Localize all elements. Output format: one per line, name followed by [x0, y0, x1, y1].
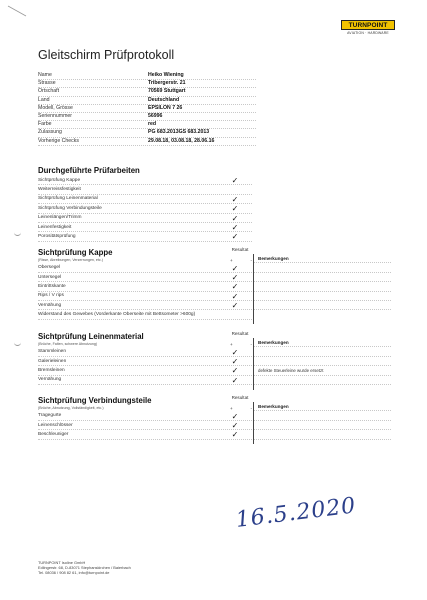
check-row: Galerieleinen ✓ [38, 357, 252, 366]
checkmark-icon: ✓ [231, 347, 239, 357]
info-row: Modell, Grösse EPSILON 7 26 [38, 105, 256, 113]
plus-minus-header: + - [230, 342, 252, 347]
checkmark-icon: ✓ [231, 204, 239, 214]
check-row: Widerstand des Gewebes (Vorderkante Oberseite mit Bettsometer >600g) [38, 310, 252, 319]
footer-contact: Tel. 08036 / 908 82 61, info@turnpoint.de [38, 570, 110, 575]
check-row: Sichtprüfung Verbindungsteile ✓ [38, 204, 252, 213]
section-subtitle: (Brüche, Falten, schwere Abnutzung) [38, 341, 98, 346]
check-row: Leinenfestigkeit ✓ [38, 223, 252, 232]
checkmark-icon: ✓ [231, 194, 239, 204]
check-row: Sichtprüfung Kappe ✓ [38, 176, 252, 185]
resultat-label: Resultat [231, 395, 249, 400]
check-row: Porositätsprüfung ✓ [38, 232, 252, 241]
checkmark-icon: ✓ [231, 282, 239, 292]
checkmark-icon: ✓ [231, 291, 239, 301]
punch-hole [14, 342, 21, 346]
lines-check-section [38, 332, 252, 385]
lines-remarks-box [253, 338, 391, 390]
checkmark-icon: ✓ [231, 411, 239, 421]
check-row: Obersegel ✓ [38, 264, 252, 273]
checkmark-icon: ✓ [231, 366, 239, 376]
remarks-title: Bemerkungen [254, 338, 391, 347]
scan-mark-icon [6, 4, 30, 18]
check-row: Untersegel ✓ [38, 273, 252, 282]
section-subtitle: (Risse, Abreibungen, Verzerrungen, etc.) [38, 257, 103, 262]
logo-tagline: AVIATION · HARDWARE [347, 31, 389, 35]
check-row: Stammleinen ✓ [38, 348, 252, 357]
footer-address: Edlingerstr. 68, D-83071 Stephanskirchen / Baierbach [38, 565, 131, 570]
checkmark-icon: ✓ [231, 263, 239, 273]
remarks-title: Bemerkungen [254, 254, 391, 263]
checkmark-icon: ✓ [231, 272, 239, 282]
resultat-label: Resultat [231, 247, 249, 252]
logo-name: TURNPOINT [348, 21, 388, 29]
info-row: Name Heiko Wiening [38, 72, 256, 80]
connectors-remarks-box [253, 402, 391, 444]
page-title: Gleitschirm Prüfprotokoll [38, 48, 175, 62]
check-row: Beschleuniger ✓ [38, 430, 252, 439]
resultat-label: Resultat [231, 331, 249, 336]
section-subtitle: (Brüche, Abnutzung, Vollständigkeit, etc.) [38, 405, 104, 410]
checkmark-icon: ✓ [231, 176, 239, 185]
info-row: Land Deutschland [38, 97, 256, 105]
info-row: Zulassung PG 683.2013GS 683.2013 [38, 129, 256, 137]
turnpoint-logo [341, 20, 395, 38]
checkmark-icon: ✓ [231, 430, 239, 440]
customer-info-table [38, 72, 256, 146]
check-row: Weiterreissfestigkeit [38, 185, 252, 194]
plus-minus-header: + - [230, 258, 252, 263]
check-row: Vernähung ✓ [38, 301, 252, 310]
check-row: Leinenschlösser ✓ [38, 421, 252, 430]
checkmark-icon: ✓ [231, 356, 239, 366]
section-title: Sichtprüfung Leinenmaterial [38, 332, 144, 341]
checkmark-icon: ✓ [231, 232, 239, 242]
checkmark-icon: ✓ [231, 375, 239, 385]
check-row: Eintrittskante ✓ [38, 282, 252, 291]
section-title: Durchgeführte Prüfarbeiten [38, 166, 140, 175]
punch-hole [14, 232, 21, 236]
connectors-check-section [38, 396, 252, 440]
info-row: Seriennummer 56996 [38, 113, 256, 121]
check-row: Bremsleinen ✓ [38, 366, 252, 375]
performed-checks-section [38, 166, 252, 242]
company-footer [38, 560, 131, 575]
section-title: Sichtprüfung Verbindungsteile [38, 396, 152, 405]
handwritten-date [234, 493, 371, 548]
info-row: Ortschaft 70569 Stuttgart [38, 88, 256, 96]
section-title: Sichtprüfung Kappe [38, 248, 113, 257]
check-row: Vernähung ✓ [38, 376, 252, 385]
check-row: Rips / V rips ✓ [38, 292, 252, 301]
check-row: Leinenlängen/Trimm ✓ [38, 214, 252, 223]
plus-minus-header: + - [230, 406, 252, 411]
canopy-check-section [38, 248, 252, 320]
canopy-remarks-box [253, 254, 391, 324]
info-row: Farbe red [38, 121, 256, 129]
check-row: Tragegurte ✓ [38, 412, 252, 421]
footer-company: TURNPOINT Isoline GmbH [38, 560, 86, 565]
check-row: Sichtprüfung Leinenmaterial ✓ [38, 195, 252, 204]
signature-date: 16.5.2020 [234, 493, 358, 533]
checkmark-icon: ✓ [231, 420, 239, 430]
checkmark-icon: ✓ [231, 301, 239, 311]
remark-text: defekte Steuerleine wurde ersetzt [254, 366, 391, 375]
checkmark-icon: ✓ [231, 222, 239, 232]
remarks-title: Bemerkungen [254, 402, 391, 411]
info-row: Strasse Tribergerstr. 21 [38, 80, 256, 88]
checkmark-icon: ✓ [231, 213, 239, 223]
info-row: Vorherige Checks 29.08.18, 03.08.18, 28.06.16 [38, 138, 256, 146]
